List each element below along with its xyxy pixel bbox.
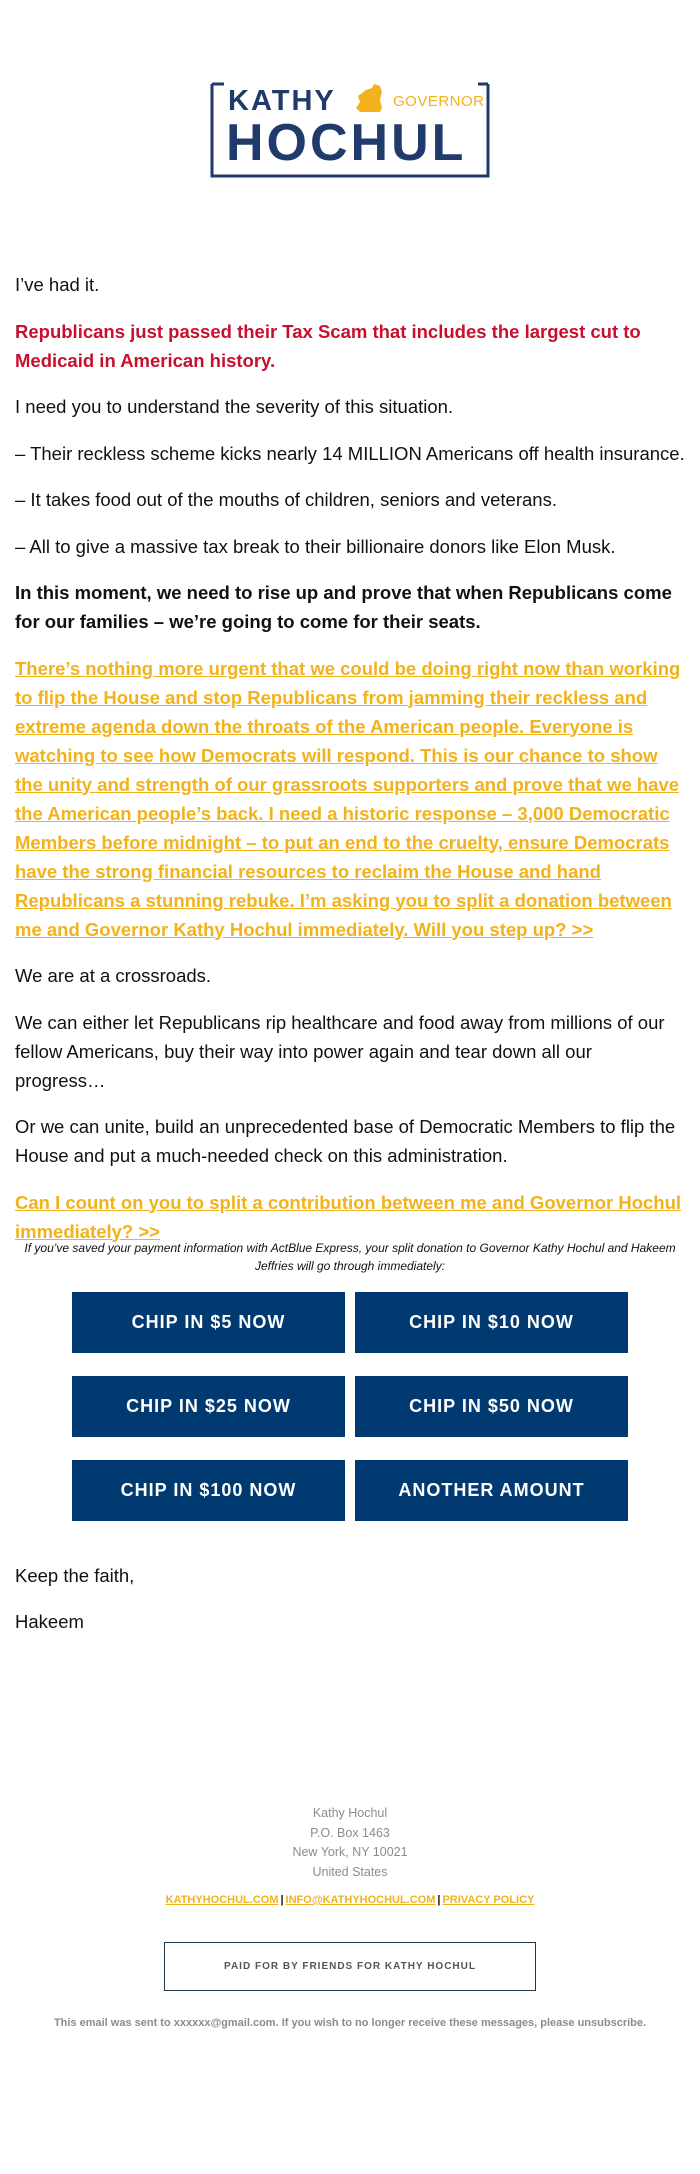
severity-line: I need you to understand the severity of this situation. bbox=[15, 396, 454, 417]
chip-in-50-button[interactable]: CHIP IN $50 NOW bbox=[355, 1376, 628, 1437]
rise-up-statement: In this moment, we need to rise up and prove that when Republicans come for our families – we’re going to come for their seats. bbox=[15, 582, 672, 632]
keep-the-faith: Keep the faith, bbox=[15, 1565, 135, 1586]
footer-links bbox=[0, 1894, 700, 1906]
unsubscribe-notice: This email was sent to xxxxxx@gmail.com. If you wish to no longer receive these messages, please unsubscribe. bbox=[53, 2017, 647, 2029]
split-contribution-link[interactable]: Can I count on you to split a contribution between me and Governor Hochul immediately? >> bbox=[15, 1191, 682, 1242]
email-link[interactable]: INFO@KATHYHOCHUL.COM bbox=[285, 1894, 436, 1906]
footer-address bbox=[0, 1804, 700, 1882]
link-separator: | bbox=[280, 1894, 284, 1906]
signoff bbox=[15, 1561, 685, 1653]
logo-kathy-text: KATHY bbox=[228, 85, 336, 117]
header bbox=[0, 0, 700, 250]
link-separator: | bbox=[437, 1894, 441, 1906]
campaign-logo bbox=[210, 82, 490, 178]
chip-in-5-button[interactable]: CHIP IN $5 NOW bbox=[72, 1292, 345, 1353]
bullet-food: – It takes food out of the mouths of children, seniors and veterans. bbox=[15, 489, 557, 510]
address-po-box: P.O. Box 1463 bbox=[310, 1825, 390, 1840]
paid-for-disclaimer: PAID FOR BY FRIENDS FOR KATHY HOCHUL bbox=[164, 1942, 536, 1991]
privacy-policy-link[interactable]: PRIVACY POLICY bbox=[442, 1894, 535, 1906]
new-york-state-icon bbox=[356, 84, 382, 112]
crossroads-line: We are at a crossroads. bbox=[15, 965, 212, 986]
count-on-you-paragraph bbox=[15, 1188, 685, 1246]
email-body bbox=[15, 270, 685, 1263]
bullet-tax-break: – All to give a massive tax break to their billionaire donors like Elon Musk. bbox=[15, 535, 616, 557]
chip-in-25-button[interactable]: CHIP IN $25 NOW bbox=[72, 1376, 345, 1437]
urgent-appeal-paragraph bbox=[15, 654, 685, 944]
headline-warning: Republicans just passed their Tax Scam that includes the largest cut to Medicaid in American history. bbox=[15, 320, 641, 371]
signature-name: Hakeem bbox=[15, 1611, 84, 1632]
chip-in-10-button[interactable]: CHIP IN $10 NOW bbox=[355, 1292, 628, 1353]
either-paragraph: We can either let Republicans rip healthcare and food away from millions of our fellow Americans, buy their way into power again and tear down all our progress… bbox=[15, 1011, 665, 1091]
logo-hochul-text: HOCHUL bbox=[226, 114, 467, 172]
another-amount-button[interactable]: ANOTHER AMOUNT bbox=[355, 1460, 628, 1521]
logo-governor-text: GOVERNOR bbox=[393, 93, 485, 110]
chip-in-100-button[interactable]: CHIP IN $100 NOW bbox=[72, 1460, 345, 1521]
unite-paragraph: Or we can unite, build an unprecedented base of Democratic Members to flip the House and put a much-needed check on this administration. bbox=[15, 1116, 676, 1166]
address-name: Kathy Hochul bbox=[312, 1806, 388, 1820]
donate-appeal-link[interactable]: There’s nothing more urgent that we could be doing right now than working to flip the House and stop Republicans from jamming their reckless and extreme agenda down the throats of the American people. Everyone is watching to see how Democrats will respond. This is our chance to show the unity and strength of our grassroots supporters and prove that we have the American people’s back. I need a historic response – 3,000 Democratic Members before midnight – to put an end to the cruelty, ensure Democrats have the strong financial resources to reclaim the House and hand Republicans a stunning rebuke. I’m asking you to split a donation between me and Governor Kathy Hochul immediately. Will you step up? >> bbox=[15, 657, 681, 940]
intro-line: I’ve had it. bbox=[15, 274, 100, 295]
actblue-express-note: If you’ve saved your payment information with ActBlue Express, your split donation to Governor Kathy Hochul and Hakeem Jeffries will go through immediately: bbox=[24, 1241, 676, 1273]
website-link[interactable]: KATHYHOCHUL.COM bbox=[165, 1894, 279, 1906]
address-country: United States bbox=[312, 1864, 388, 1879]
address-city: New York, NY 10021 bbox=[292, 1845, 408, 1859]
bullet-health-insurance: – Their reckless scheme kicks nearly 14 MILLION Americans off health insurance. bbox=[15, 442, 685, 464]
